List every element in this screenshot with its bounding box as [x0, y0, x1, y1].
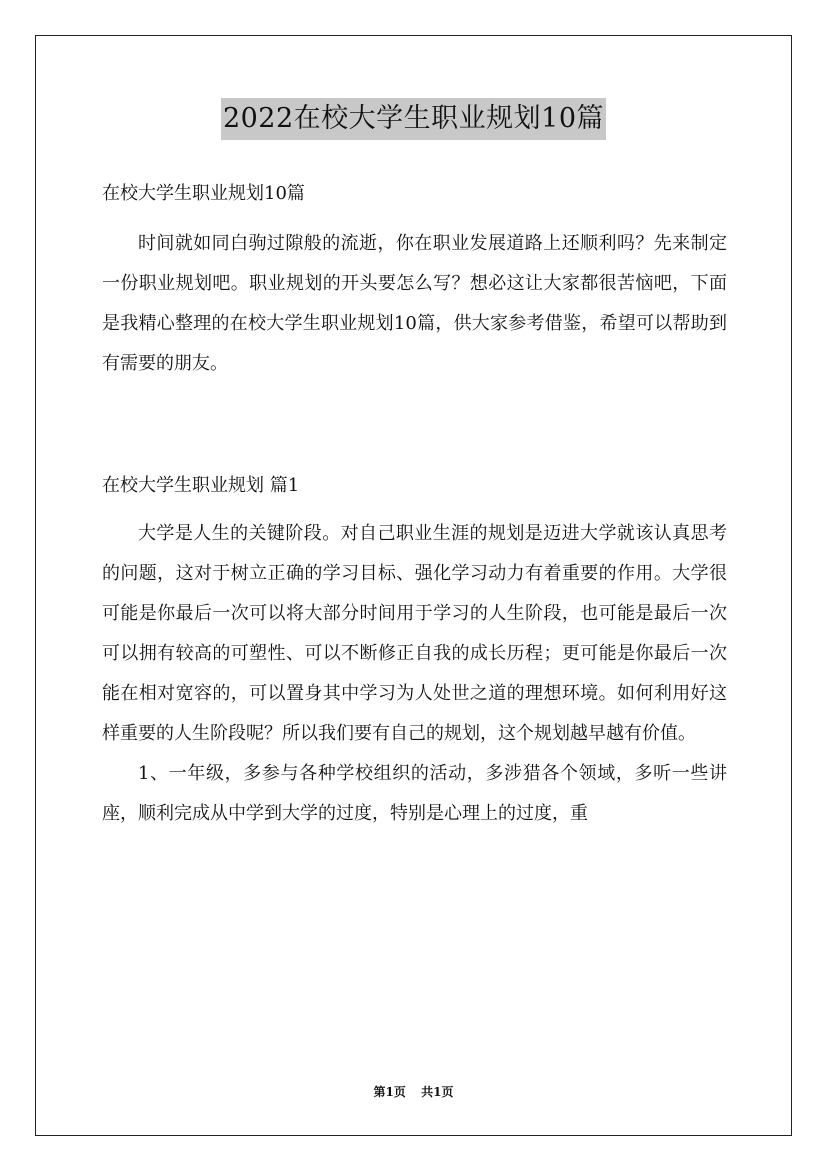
- page-total: 共1页: [421, 1085, 454, 1099]
- page-footer: [0, 1083, 827, 1101]
- section-paragraph-2: 1、一年级，多参与各种学校组织的活动，多涉猎各个领域，多听一些讲座，顺利完成从中学到大学的过度，特别是心理上的过度，重: [102, 763, 727, 824]
- document-subtitle: 在校大学生职业规划10篇: [102, 183, 305, 204]
- section-heading: 在校大学生职业规划 篇1: [102, 475, 300, 496]
- intro-paragraph: 时间就如同白驹过隙般的流逝，你在职业发展道路上还顺利吗？先来制定一份职业规划吧。职业规划的开头要怎么写？想必这让大家都很苦恼吧，下面是我精心整理的在校大学生职业规划10篇，供大家参考借鉴，希望可以帮助到有需要的朋友。: [102, 233, 727, 374]
- title-container: [0, 98, 827, 140]
- section-paragraph: 大学是人生的关键阶段。对自己职业生涯的规划是迈进大学就该认真思考的问题，这对于树立正确的学习目标、强化学习动力有着重要的作用。大学很可能是你最后一次可以将大部分时间用于学习的人生阶段，也可能是最后一次可以拥有较高的可塑性、可以不断修正自我的成长历程；更可能是你最后一次能在相对宽容的，可以置身其中学习为人处世之道的理想环境。如何利用好这样重要的人生阶段呢？所以我们要有自己的规划，这个规划越早越有价值。: [102, 523, 727, 744]
- page-number: 第1页: [373, 1085, 406, 1099]
- document-title: 2022在校大学生职业规划10篇: [221, 98, 606, 140]
- document-body: [102, 176, 727, 834]
